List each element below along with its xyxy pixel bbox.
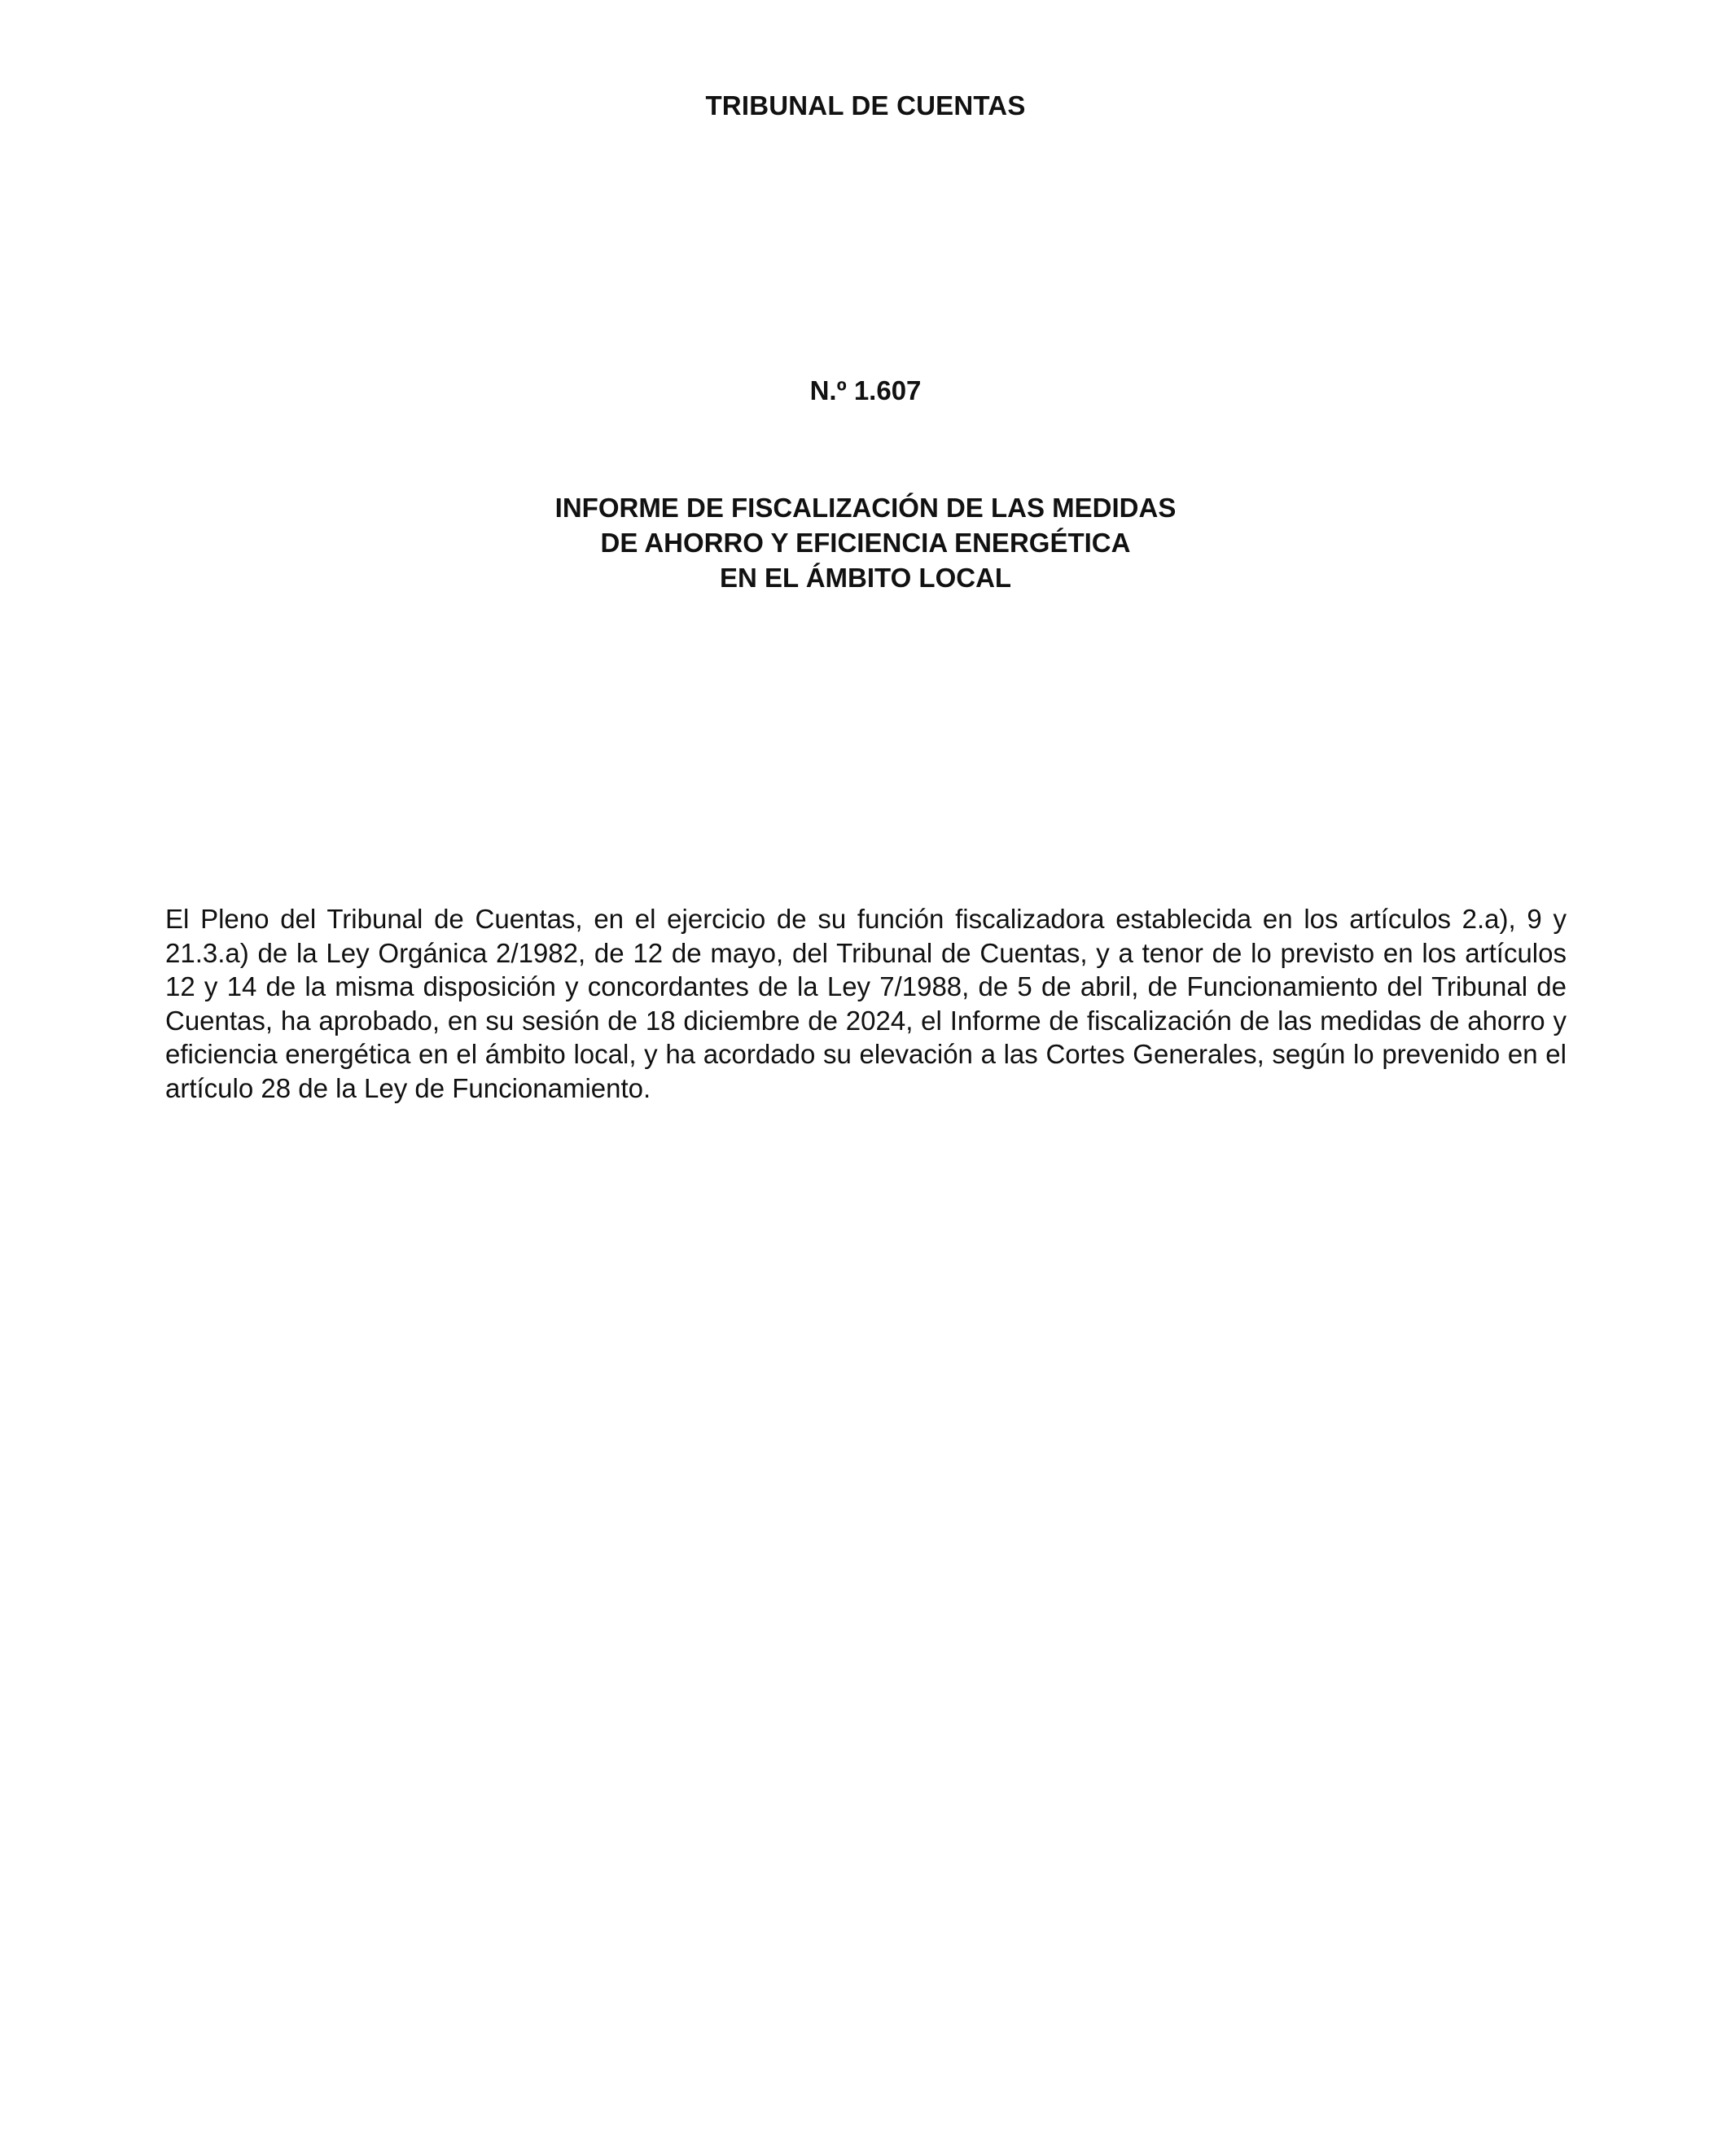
report-number: N.º 1.607 xyxy=(809,375,922,405)
report-title-line-3: EN EL ÁMBITO LOCAL xyxy=(719,563,1012,593)
report-title-line-2: DE AHORRO Y EFICIENCIA ENERGÉTICA xyxy=(600,528,1131,558)
report-title-line-1: INFORME DE FISCALIZACIÓN DE LAS MEDIDAS xyxy=(554,493,1177,523)
institution-header: TRIBUNAL DE CUENTAS xyxy=(705,90,1026,121)
approval-paragraph: El Pleno del Tribunal de Cuentas, en el ejercicio de su función fiscalizadora establecida en los artículos 2.a), 9 y 21.3.a) de la Ley Orgánica 2/1982, de 12 de mayo, del Tribunal de Cuentas, y a tenor de lo previsto en los artículos 12 y 14 de la misma disposición y concordantes de la Ley 7/1988, de 5 de abril, de Funcionamiento del Tribunal de Cuentas, ha aprobado, en su sesión de 18 diciembre de 2024, el Informe de fiscalización de las medidas de ahorro y eficiencia energética en el ámbito local, y ha acordado su elevación a las Cortes Generales, según lo prevenido en el artículo 28 de la Ley de Funcionamiento. xyxy=(165,904,1567,1103)
report-title xyxy=(0,490,1731,595)
